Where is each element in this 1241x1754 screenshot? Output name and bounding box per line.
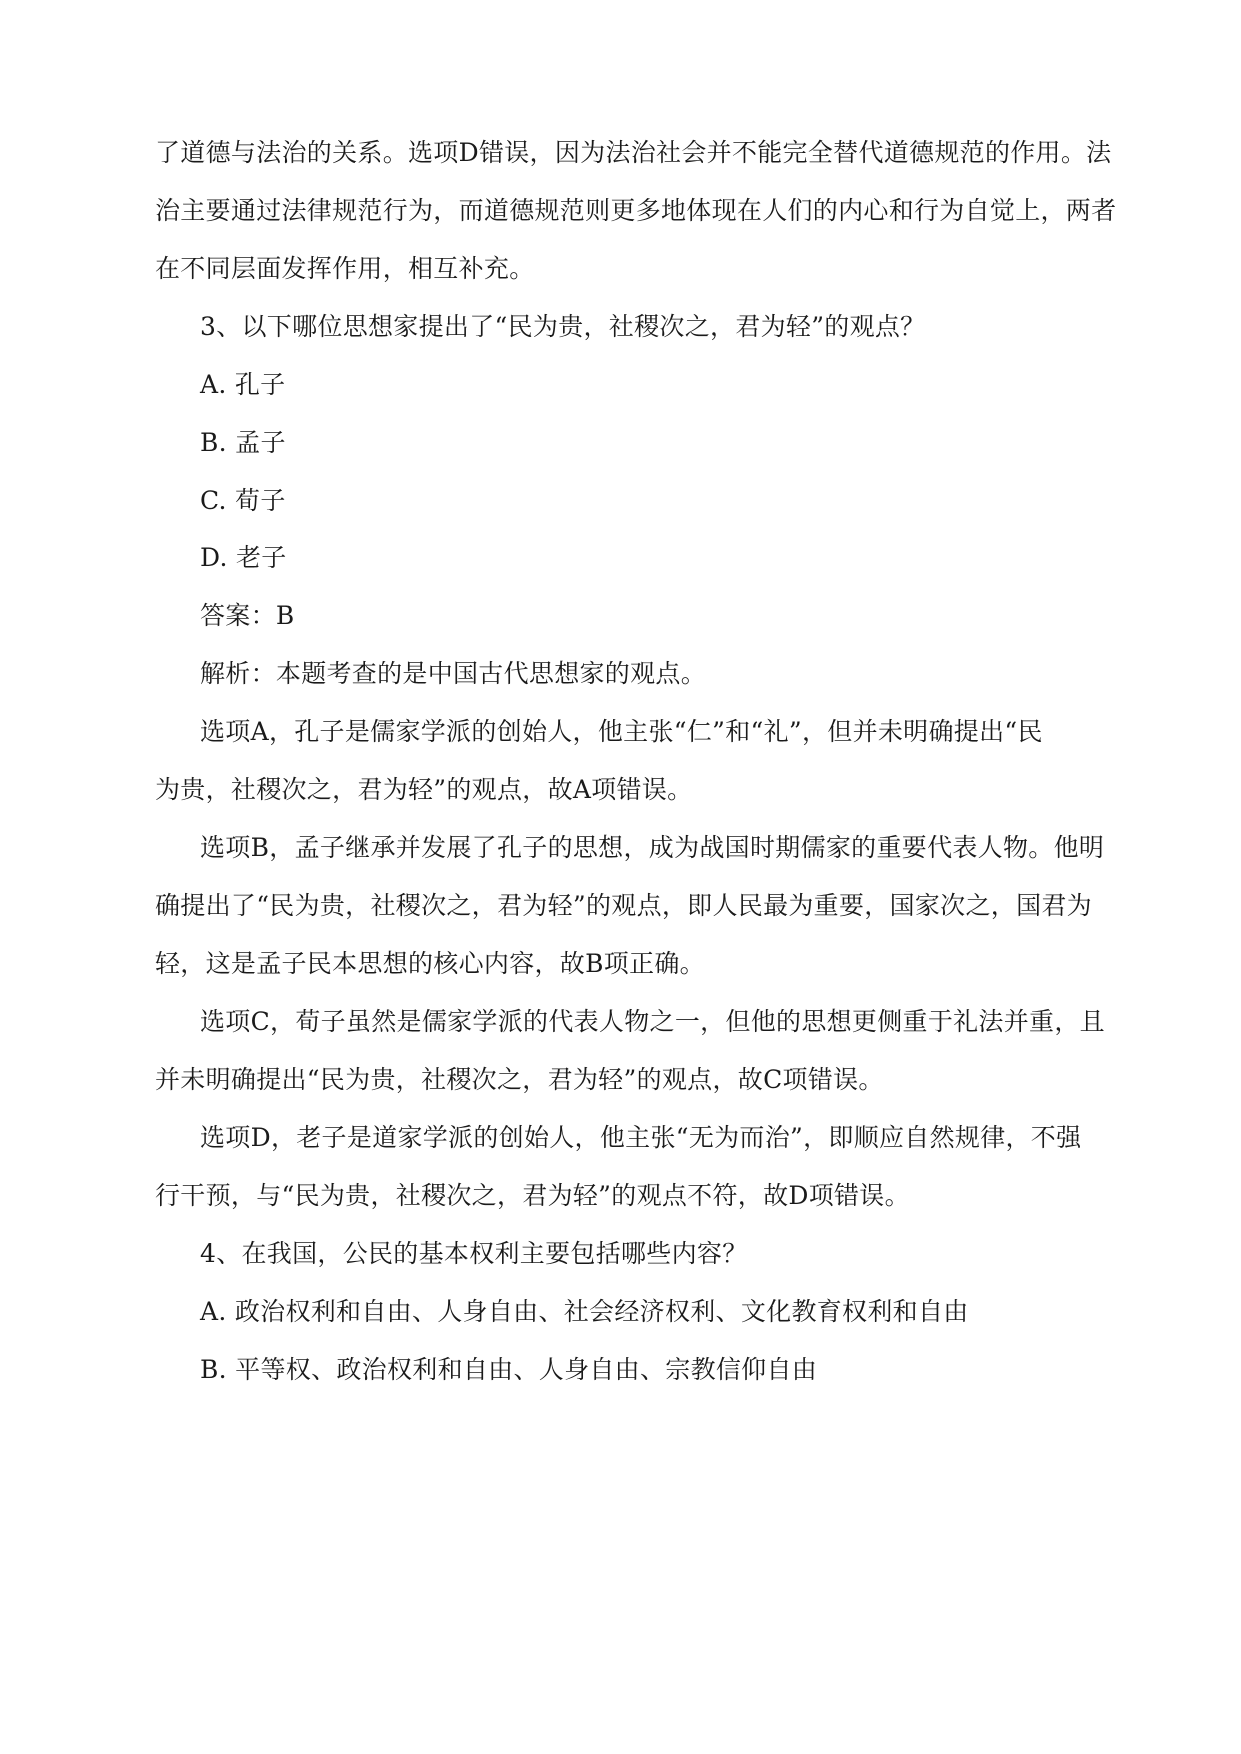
- continuation-line-2: 治主要通过法律规范行为，而道德规范则更多地体现在人们的内心和行为自觉上，两者: [155, 196, 1117, 225]
- question-4-option-b: B. 平等权、政治权利和自由、人身自由、宗教信仰自由: [200, 1355, 818, 1384]
- question-3-stem: 3、以下哪位思想家提出了“民为贵，社稷次之，君为轻”的观点？: [200, 312, 926, 341]
- analysis-option-a-line-2: 为贵，社稷次之，君为轻”的观点，故A项错误。: [155, 775, 693, 804]
- question-4-option-a: A. 政治权利和自由、人身自由、社会经济权利、文化教育权利和自由: [200, 1297, 969, 1326]
- question-3-analysis-intro: 解析：本题考查的是中国古代思想家的观点。: [200, 659, 707, 688]
- continuation-line-1: 了道德与法治的关系。选项D错误，因为法治社会并不能完全替代道德规范的作用。法: [155, 138, 1112, 167]
- continuation-line-3: 在不同层面发挥作用，相互补充。: [155, 254, 535, 283]
- analysis-option-c-line-1: 选项C，荀子虽然是儒家学派的代表人物之一，但他的思想更侧重于礼法并重，且: [200, 1007, 1105, 1036]
- analysis-option-d-line-2: 行干预，与“民为贵，社稷次之，君为轻”的观点不符，故D项错误。: [155, 1181, 910, 1210]
- analysis-option-b-line-2: 确提出了“民为贵，社稷次之，君为轻”的观点，即人民最为重要，国家次之，国君为: [155, 891, 1092, 920]
- question-3-option-b: B. 孟子: [200, 428, 286, 457]
- analysis-option-a-line-1: 选项A，孔子是儒家学派的创始人，他主张“仁”和“礼”，但并未明确提出“民: [200, 717, 1043, 746]
- analysis-option-b-line-3: 轻，这是孟子民本思想的核心内容，故B项正确。: [155, 949, 705, 978]
- question-3-answer: 答案：B: [200, 601, 295, 630]
- question-3-option-a: A. 孔子: [200, 370, 286, 399]
- question-3-option-c: C. 荀子: [200, 486, 286, 515]
- analysis-option-d-line-1: 选项D，老子是道家学派的创始人，他主张“无为而治”，即顺应自然规律，不强: [200, 1123, 1082, 1152]
- analysis-option-b-line-1: 选项B，孟子继承并发展了孔子的思想，成为战国时期儒家的重要代表人物。他明: [200, 833, 1105, 862]
- analysis-option-c-line-2: 并未明确提出“民为贵，社稷次之，君为轻”的观点，故C项错误。: [155, 1065, 884, 1094]
- question-4-stem: 4、在我国，公民的基本权利主要包括哪些内容？: [200, 1239, 748, 1268]
- question-3-option-d: D. 老子: [200, 543, 287, 572]
